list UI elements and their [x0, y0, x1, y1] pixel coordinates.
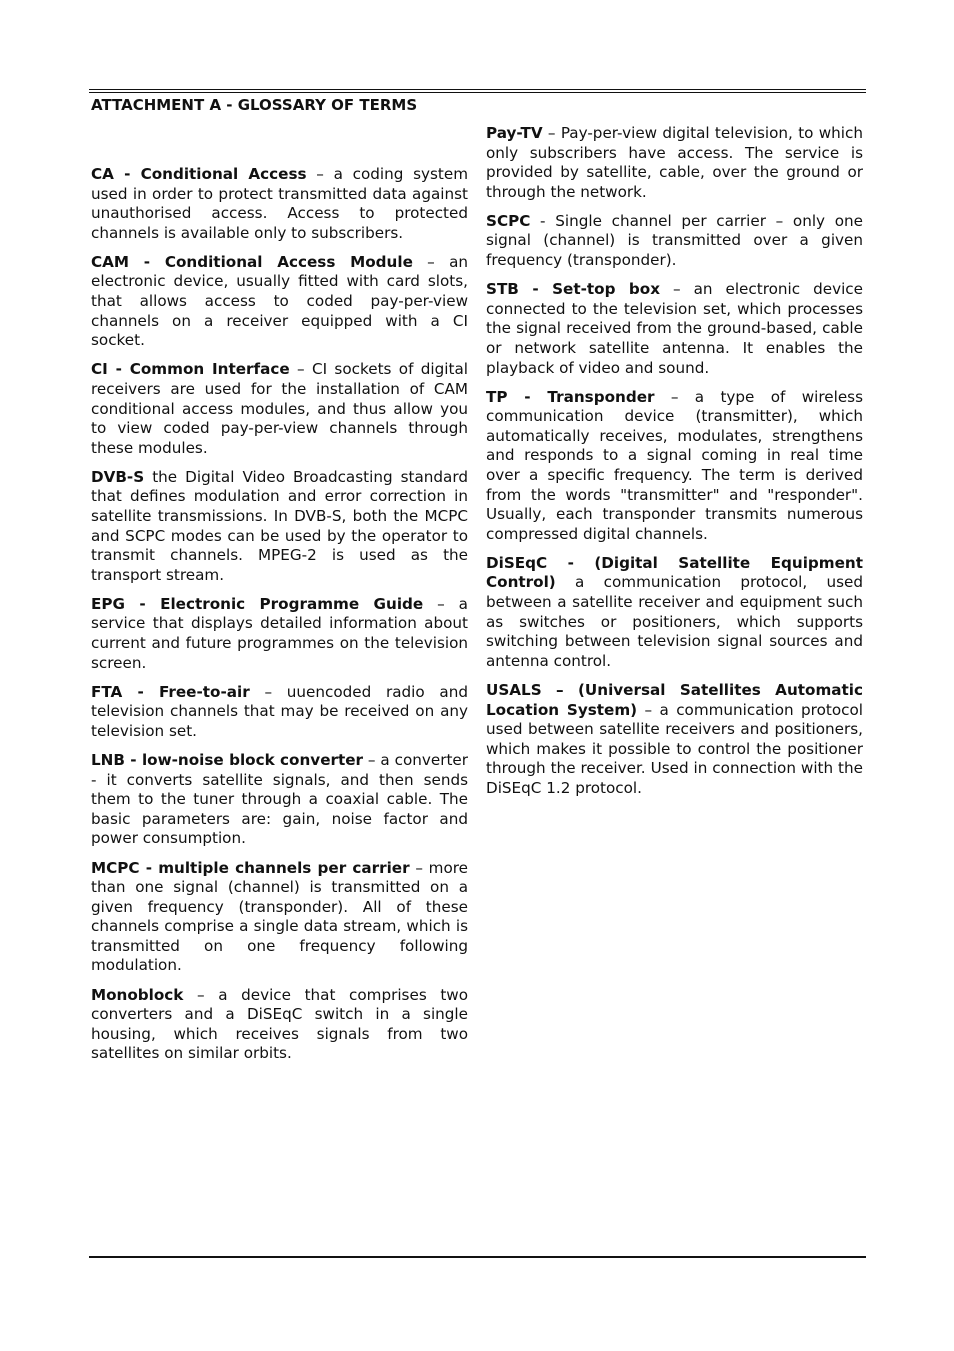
- glossary-definition: – a device that comprises two converters and a DiSEqC switch in a single housing, which receives signals from two satellites on similar orbits.: [91, 985, 468, 1063]
- glossary-entry-scpc: [486, 212, 863, 271]
- page-heading: ATTACHMENT A - GLOSSARY OF TERMS: [91, 96, 418, 114]
- glossary-entry-monoblock: [91, 986, 468, 1064]
- glossary-definition: – a converter - it converts satellite signals, and then sends them to the tuner through a coaxial cable. The basic parameters are: gain, noise factor and power consumption.: [91, 751, 468, 848]
- glossary-term: DiSEqC - (Digital Satellite Equipment Control): [486, 553, 863, 592]
- glossary-definition: – an electronic device, usually fitted with card slots, that allows access to coded pay-per-view channels on a receiver equipped with a CI socket.: [91, 252, 468, 350]
- glossary-definition: – CI sockets of digital receivers are used for the installation of CAM conditional access modules, and thus allow you to view coded pay-per-view channels through these modules.: [91, 360, 468, 457]
- glossary-entry-epg: [91, 595, 468, 673]
- glossary-entry-ci: [91, 360, 468, 458]
- top-rule-thin: [89, 92, 866, 93]
- glossary-entry-ca: [91, 165, 468, 243]
- glossary-definition: - Single channel per carrier – only one signal (channel) is transmitted over a given frequency (transponder).: [486, 211, 863, 270]
- glossary-definition: a communication protocol, used between a satellite receiver and equipment such as switches or positioners, which supports switching between television signal sources and antenna control.: [486, 573, 863, 670]
- glossary-term: STB - Set-top box: [486, 280, 660, 299]
- glossary-term: LNB - low-noise block converter: [91, 751, 364, 770]
- glossary-entry-pay-tv: [486, 124, 863, 202]
- glossary-entry-mcpc: [91, 859, 468, 977]
- glossary-term: USALS – (Universal Satellites Automatic Location System): [486, 680, 863, 719]
- glossary-term: Pay-TV: [486, 124, 543, 142]
- glossary-definition: – a service that displays detailed information about current and future programmes on the television screen.: [91, 594, 468, 672]
- glossary-definition: – Pay-per-view digital television, to which only subscribers have access. The service is provided by satellite, cable, over the ground or through the network.: [486, 124, 863, 201]
- glossary-left-column: [91, 165, 468, 1073]
- glossary-definition: – a communication protocol used between satellite receivers and positioners, which makes it possible to control the positioner through the receiver. Used in connection with the DiSEqC 1.2 protocol.: [486, 700, 863, 797]
- bottom-rule: [89, 1256, 866, 1258]
- glossary-definition: – a coding system used in order to protect transmitted data against unauthorised access. Access to protected channels is available only to subscribers.: [91, 165, 468, 242]
- glossary-term: EPG - Electronic Programme Guide: [91, 594, 424, 613]
- glossary-term: FTA - Free-to-air: [91, 682, 250, 701]
- glossary-term: DVB-S: [91, 467, 145, 486]
- glossary-term: MCPC - multiple channels per carrier: [91, 858, 410, 877]
- glossary-right-column: [486, 124, 863, 808]
- glossary-entry-diseqc: [486, 554, 863, 672]
- glossary-entry-cam: [91, 253, 468, 351]
- glossary-entry-fta: [91, 683, 468, 742]
- top-rule-thick: [89, 89, 866, 90]
- glossary-entry-tp: [486, 388, 863, 545]
- glossary-term: CA - Conditional Access: [91, 165, 307, 183]
- glossary-term: TP - Transponder: [486, 387, 655, 406]
- glossary-definition: the Digital Video Broadcasting standard that defines modulation and error correction in satellite transmissions. In DVB-S, both the MCPC and SCPC modes can be used by the operator to transmit channels. MPEG-2 is used as the transport stream.: [91, 467, 468, 584]
- glossary-definition: – uuencoded radio and television channels that may be received on any television set.: [91, 682, 468, 740]
- glossary-term: CI - Common Interface: [91, 360, 290, 379]
- glossary-entry-usals: [486, 681, 863, 799]
- glossary-term: CAM - Conditional Access Module: [91, 252, 413, 271]
- glossary-entry-lnb: [91, 751, 468, 849]
- glossary-definition: – a type of wireless communication device (transmitter), which automatically receives, modulates, strengthens and responds to a signal coming in real time over a specific frequency. The term is derived from the words "transmitter" and "responder". Usually, each transponder transmits numerous compressed digital channels.: [486, 387, 863, 543]
- glossary-term: Monoblock: [91, 985, 184, 1004]
- glossary-entry-dvb-s: [91, 468, 468, 586]
- glossary-entry-stb: [486, 280, 863, 378]
- glossary-definition: – more than one signal (channel) is transmitted on a given frequency (transponder). All of these channels comprise a single data stream, which is transmitted on one frequency following modulation.: [91, 858, 469, 975]
- glossary-term: SCPC: [486, 211, 531, 230]
- glossary-definition: – an electronic device connected to the television set, which processes the signal received from the ground-based, cable or network satellite antenna. It enables the playback of video and sound.: [486, 280, 863, 377]
